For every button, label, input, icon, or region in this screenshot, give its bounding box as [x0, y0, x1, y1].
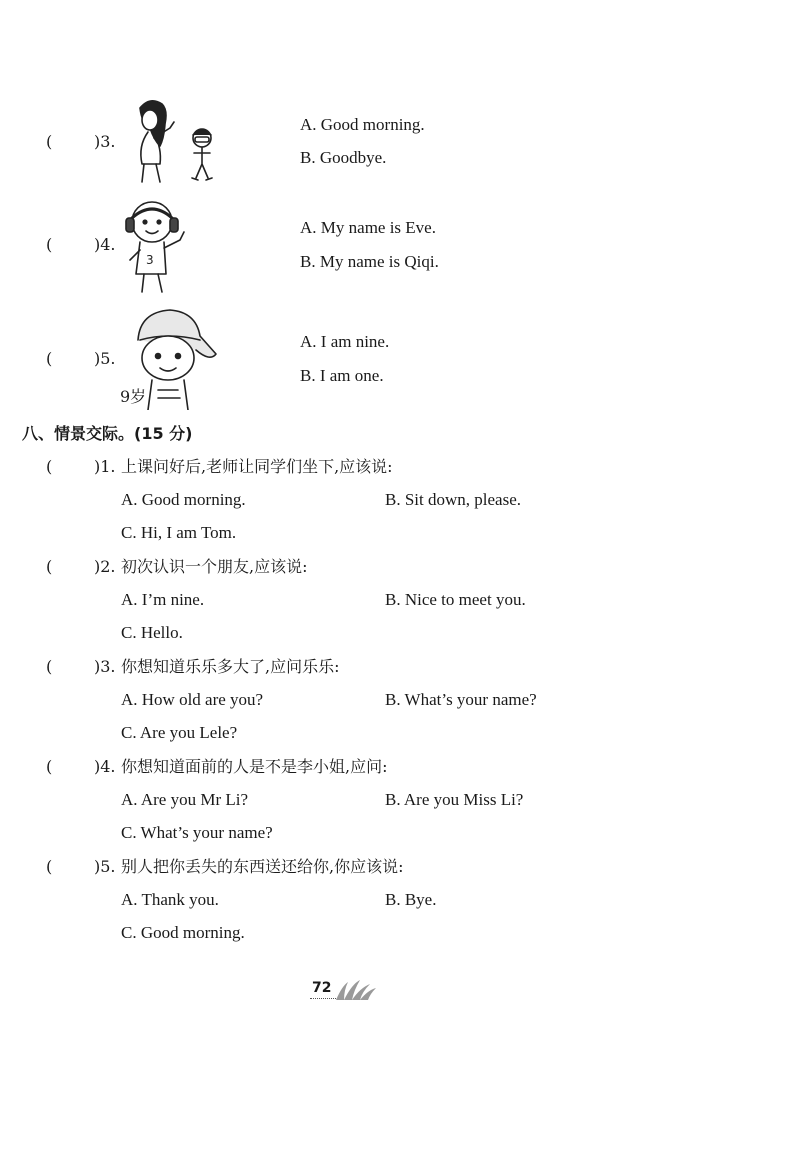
- question-number: )2.: [94, 557, 116, 576]
- option-c: C. Good morning.: [121, 923, 245, 942]
- option-a: A. Good morning.: [300, 115, 425, 134]
- question-prompt: 别人把你丢失的东西送还给你,你应该说:: [121, 857, 404, 876]
- option-b: B. Goodbye.: [300, 148, 387, 167]
- option-b: B. I am one.: [300, 366, 384, 385]
- answer-paren: (: [46, 457, 53, 476]
- option-a: A. I am nine.: [300, 332, 390, 351]
- option-a: A. How old are you?: [121, 690, 264, 709]
- grass-decoration-icon: [334, 980, 378, 1006]
- option-a: A. Are you Mr Li?: [121, 790, 249, 809]
- answer-paren: (: [46, 349, 53, 368]
- option-b: B. Bye.: [385, 890, 437, 909]
- option-c: C. What’s your name?: [121, 823, 273, 842]
- question-number: )1.: [94, 457, 116, 476]
- girl-waving-to-boy-icon: [120, 98, 225, 184]
- answer-paren: (: [46, 757, 53, 776]
- question-number: )5.: [94, 857, 116, 876]
- question-prompt: 你想知道面前的人是不是李小姐,应问:: [121, 757, 388, 776]
- option-c: C. Are you Lele?: [121, 723, 238, 742]
- option-b: B. What’s your name?: [385, 690, 537, 709]
- answer-paren: (: [46, 132, 53, 151]
- answer-paren: (: [46, 557, 53, 576]
- answer-paren: (: [46, 657, 53, 676]
- option-a: A. My name is Eve.: [300, 218, 436, 237]
- answer-paren: (: [46, 235, 53, 254]
- page-number: 72: [312, 980, 332, 996]
- question-prompt: 上课问好后,老师让同学们坐下,应该说:: [121, 457, 393, 476]
- section-title: 八、情景交际。(15 分): [22, 424, 193, 443]
- option-b: B. Sit down, please.: [385, 490, 521, 509]
- svg-text:3: 3: [146, 253, 154, 267]
- option-a: A. I’m nine.: [121, 590, 205, 609]
- option-a: A. Thank you.: [121, 890, 219, 909]
- option-b: B. My name is Qiqi.: [300, 252, 439, 271]
- option-b: B. Are you Miss Li?: [385, 790, 524, 809]
- question-number: )4.: [94, 757, 116, 776]
- age-caption: 9岁: [120, 387, 147, 406]
- question-number: )3.: [94, 132, 116, 151]
- boy-with-headphones-icon: [118, 196, 193, 296]
- question-number: )3.: [94, 657, 116, 676]
- option-b: B. Nice to meet you.: [385, 590, 526, 609]
- option-a: A. Good morning.: [121, 490, 246, 509]
- option-c: C. Hello.: [121, 623, 183, 642]
- option-c: C. Hi, I am Tom.: [121, 523, 237, 542]
- question-prompt: 你想知道乐乐多大了,应问乐乐:: [121, 657, 340, 676]
- question-number: )4.: [94, 235, 116, 254]
- answer-paren: (: [46, 857, 53, 876]
- question-number: )5.: [94, 349, 116, 368]
- question-prompt: 初次认识一个朋友,应该说:: [121, 557, 308, 576]
